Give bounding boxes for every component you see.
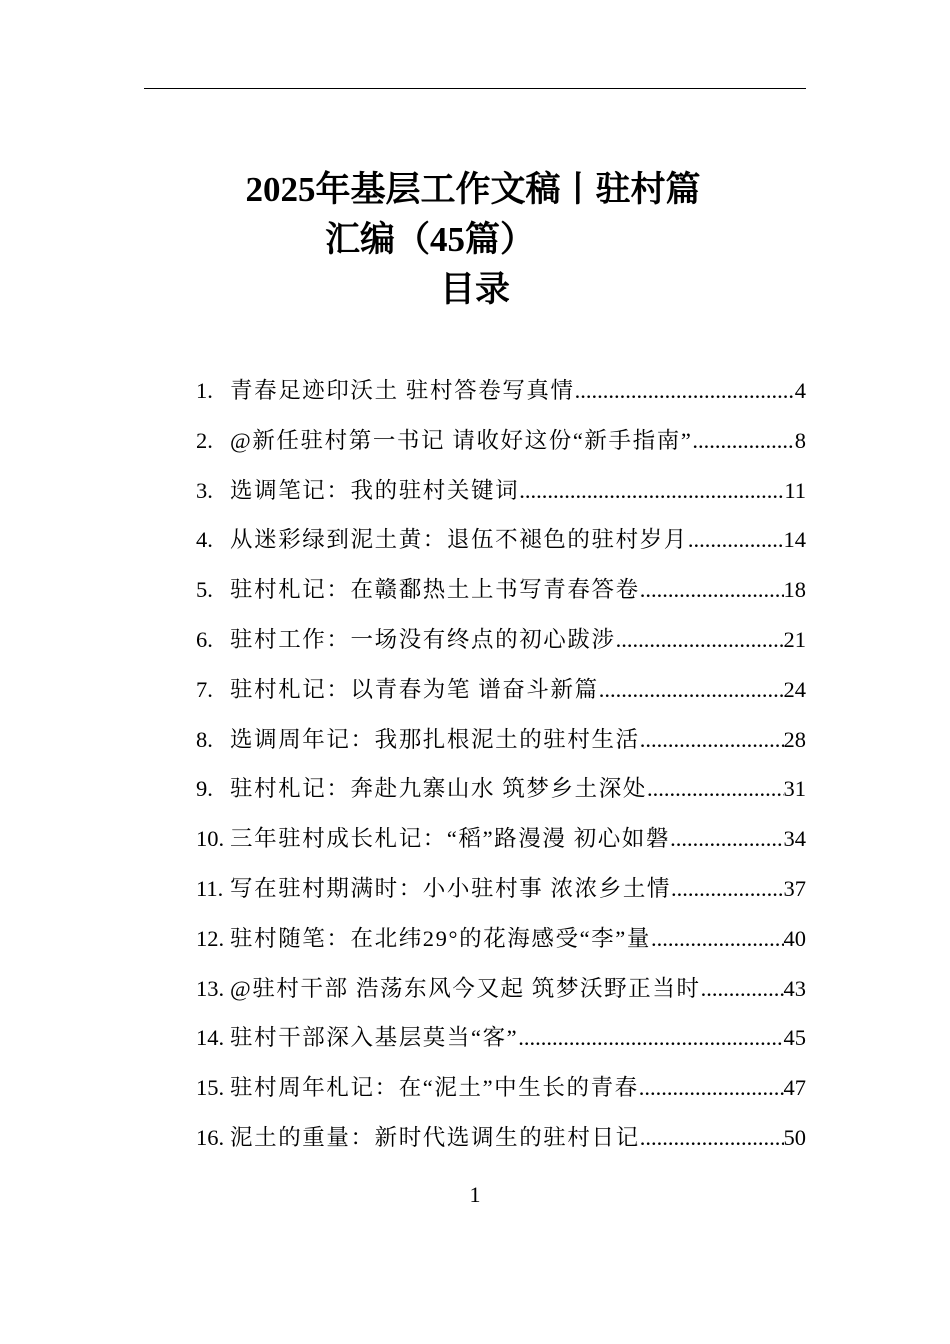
- toc-entry-page: 11: [784, 477, 806, 503]
- toc-entry-page: 34: [783, 826, 806, 852]
- toc-entry-title: 选调笔记：我的驻村关键词: [230, 477, 520, 503]
- toc-entry-page: 43: [783, 975, 806, 1001]
- toc-entry-title: 青春足迹印沃土 驻村答卷写真情: [230, 378, 575, 403]
- toc-entry-page: 47: [783, 1075, 806, 1101]
- toc-entry-title: 从迷彩绿到泥土黄：退伍不褪色的驻村岁月: [230, 527, 688, 553]
- toc-entry-number: 11.: [196, 875, 224, 901]
- toc-entry-title: 驻村随笔：在北纬29°的花海感受“李”量: [230, 925, 651, 951]
- toc-entry[interactable]: [196, 864, 806, 914]
- toc-dot-leader: [701, 964, 784, 1014]
- toc-entry-number: 16.: [196, 1124, 225, 1150]
- toc-dot-leader: [640, 565, 784, 615]
- toc-entry-page: 4: [794, 378, 806, 403]
- toc-dot-leader: [616, 615, 784, 665]
- toc-entry[interactable]: [196, 814, 806, 864]
- toc-dot-leader: [519, 466, 784, 516]
- title-line-1: 2025年基层工作文稿丨驻村篇: [245, 170, 701, 209]
- toc-entry-title: @新任驻村第一书记 请收好这份“新手指南”: [230, 427, 693, 453]
- toc-entry-number: 8.: [196, 726, 213, 752]
- toc-entry-page: 37: [783, 875, 806, 901]
- toc-entry-number: 7.: [196, 676, 213, 702]
- toc-entry-page: 18: [783, 577, 806, 603]
- toc-entry[interactable]: [196, 1063, 806, 1113]
- page-number: 1: [469, 1182, 481, 1207]
- toc-entry-page: 21: [783, 626, 806, 652]
- toc-entry-title: 写在驻村期满时：小小驻村事 浓浓乡土情: [230, 875, 672, 901]
- toc-entry-number: 10.: [196, 826, 225, 852]
- toc-entry-number: 14.: [196, 1025, 225, 1051]
- toc-entry-title: 驻村周年札记：在“泥土”中生长的青春: [230, 1075, 639, 1101]
- toc-entry-page: 8: [794, 427, 806, 453]
- toc-dot-leader: [692, 416, 794, 466]
- title-line-2: 汇编（45篇）: [324, 220, 535, 259]
- toc-entry[interactable]: [196, 1013, 806, 1063]
- toc-entry-title: 三年驻村成长札记：“稻”路漫漫 初心如磐: [230, 826, 671, 852]
- toc-entry[interactable]: [196, 665, 806, 715]
- toc-entry-title: 驻村札记：在赣鄱热土上书写青春答卷: [230, 577, 640, 603]
- toc-dot-leader: [639, 1063, 784, 1113]
- toc-entry-page: 24: [783, 676, 806, 702]
- toc-entry[interactable]: [196, 914, 806, 964]
- toc-entry-number: 5.: [196, 577, 213, 603]
- toc-heading: 目录: [439, 270, 510, 309]
- toc-entry-title: 驻村工作：一场没有终点的初心跋涉: [230, 626, 616, 652]
- toc-entry-number: 12.: [196, 925, 225, 951]
- toc-entry-title: 驻村札记：以青春为笔 谱奋斗新篇: [230, 676, 599, 702]
- toc-entry-number: 4.: [196, 527, 213, 553]
- toc-entry-number: 13.: [196, 975, 225, 1001]
- toc-entry[interactable]: [196, 416, 806, 466]
- toc-dot-leader: [518, 1013, 783, 1063]
- toc-entry[interactable]: [196, 1113, 806, 1163]
- toc-entry[interactable]: [196, 565, 806, 615]
- toc-entry[interactable]: [196, 964, 806, 1014]
- toc-entry-title: 驻村干部深入基层莫当“客”: [230, 1025, 519, 1051]
- toc-dot-leader: [651, 914, 784, 964]
- header-rule: [144, 88, 806, 89]
- table-of-contents: [196, 366, 806, 1163]
- toc-entry-title: 选调周年记：我那扎根泥土的驻村生活: [230, 726, 640, 752]
- toc-entry[interactable]: [196, 466, 806, 516]
- toc-entry-title: 驻村札记：奔赴九寨山水 筑梦乡土深处: [230, 776, 647, 802]
- toc-entry-page: 50: [783, 1124, 806, 1150]
- toc-entry-number: 9.: [196, 776, 213, 802]
- toc-dot-leader: [640, 715, 784, 765]
- toc-dot-leader: [647, 764, 784, 814]
- toc-entry-number: 6.: [196, 626, 213, 652]
- toc-entry[interactable]: [196, 515, 806, 565]
- toc-entry[interactable]: [196, 615, 806, 665]
- toc-entry-page: 31: [783, 776, 806, 802]
- toc-entry-page: 40: [783, 925, 806, 951]
- toc-dot-leader: [671, 864, 783, 914]
- toc-entry-number: 1.: [196, 378, 213, 403]
- toc-entry-page: 28: [783, 726, 806, 752]
- toc-entry-number: 3.: [196, 477, 213, 503]
- toc-entry-number: 2.: [196, 427, 213, 453]
- toc-dot-leader: [599, 665, 784, 715]
- toc-entry-page: 14: [783, 527, 806, 553]
- toc-entry[interactable]: [196, 764, 806, 814]
- toc-entry-page: 45: [783, 1025, 806, 1051]
- toc-dot-leader: [670, 814, 783, 864]
- document-title: [144, 165, 806, 315]
- toc-entry-number: 15.: [196, 1075, 225, 1101]
- toc-entry[interactable]: [196, 366, 806, 416]
- toc-dot-leader: [640, 1113, 784, 1163]
- toc-dot-leader: [575, 366, 795, 416]
- toc-entry-title: @驻村干部 浩荡东风今又起 筑梦沃野正当时: [230, 975, 701, 1001]
- toc-entry[interactable]: [196, 715, 806, 765]
- toc-entry-title: 泥土的重量：新时代选调生的驻村日记: [230, 1124, 640, 1150]
- toc-dot-leader: [688, 515, 784, 565]
